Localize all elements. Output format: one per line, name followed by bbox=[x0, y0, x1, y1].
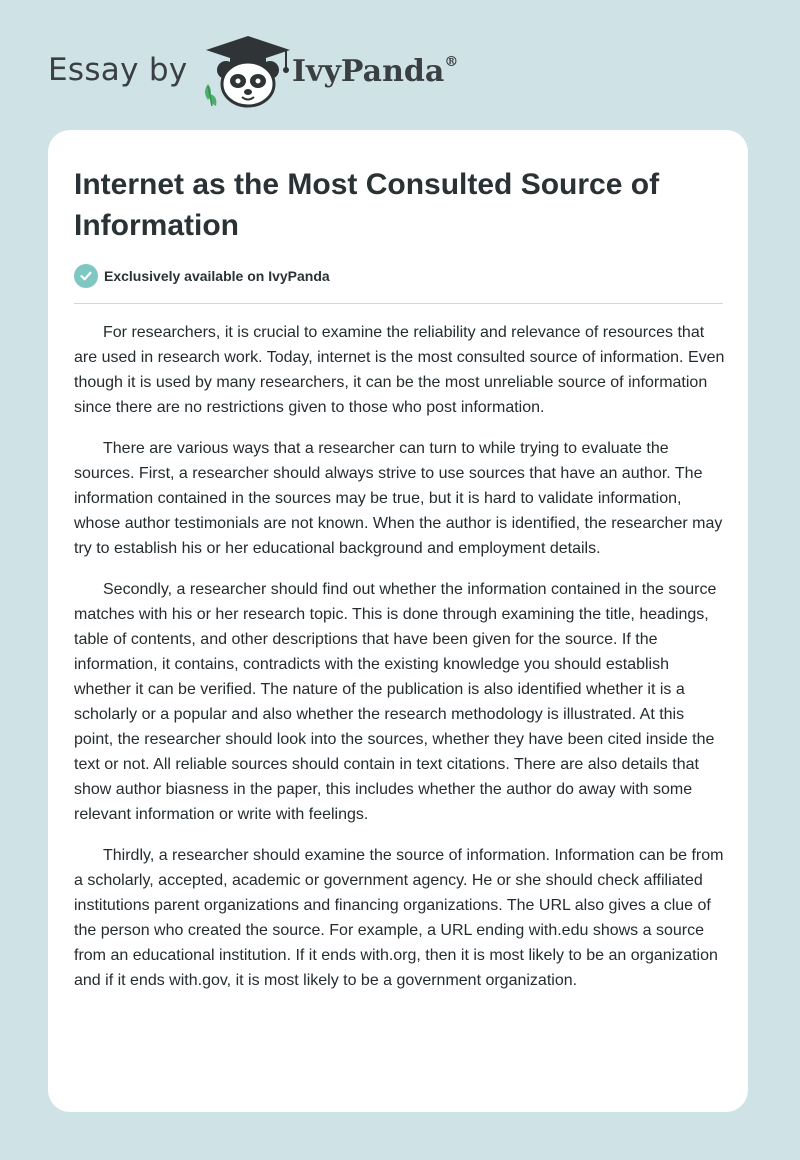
panda-logo-icon[interactable] bbox=[200, 34, 296, 110]
essay-by-label: Essay by bbox=[48, 52, 188, 88]
divider bbox=[74, 303, 723, 304]
paragraph: Secondly, a researcher should find out whether the information contained in the source matches with his or her research topic. This is done through examining the title, headings, table of contents, and other descriptions that have been given for the source. If the information, it contains, contradicts with the existing knowledge you should establish whether it can be verified. The nature of the publication is also identified whether it is a scholarly or a popular and also whether the research methodology is illustrated. At this point, the researcher should look into the sources, whether they have been cited inside the text or not. All reliable sources should contain in text citations. There are also details that show author biasness in the paper, this includes whether the author do away with some relevant information or write with feelings. bbox=[74, 581, 717, 823]
paragraph: For researchers, it is crucial to examine the reliability and relevance of resources that are used in research work. Today, internet is the most consulted source of information. Even though it is used by many researchers, it can be the most unreliable source of information since there are no restrictions given to those who post information. bbox=[74, 324, 725, 416]
exclusive-badge bbox=[74, 263, 330, 289]
essay-title: Internet as the Most Consulted Source of Information bbox=[74, 168, 660, 242]
essay-body bbox=[74, 320, 726, 1009]
essay-card bbox=[48, 130, 748, 1112]
exclusive-badge-label: Exclusively available on IvyPanda bbox=[104, 268, 330, 284]
brand-name[interactable]: IvyPanda® bbox=[292, 54, 459, 89]
paragraph: Thirdly, a researcher should examine the source of information. Information can be from a scholarly, accepted, academic or government agency. He or she should check affiliated institutions parent organizations and financing organizations. The URL also gives a clue of the person who created the source. For example, a URL ending with.edu shows a source from an educational institution. If it ends with.org, then it is most likely to be an organization and if it ends with.gov, it is most likely to be a government organization. bbox=[74, 847, 724, 989]
paragraph: There are various ways that a researcher can turn to while trying to evaluate the sources. First, a researcher should always strive to use sources that have an author. The information contained in the sources may be true, but it is hard to validate information, whose author testimonials are not known. When the author is identified, the researcher may try to establish his or her educational background and employment details. bbox=[74, 440, 723, 557]
site-header bbox=[48, 34, 508, 114]
check-circle-icon bbox=[74, 264, 98, 288]
